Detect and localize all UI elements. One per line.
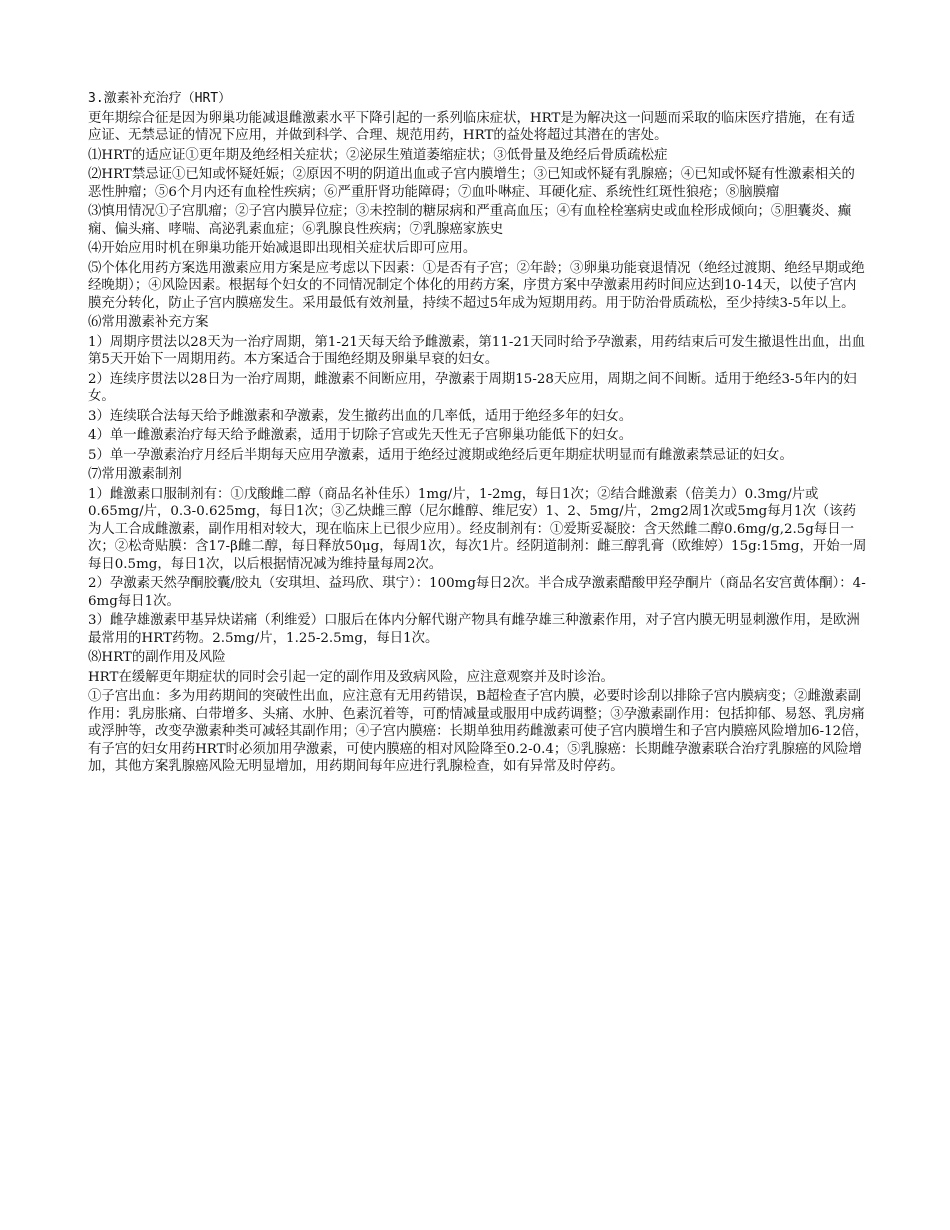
regimen-item: 3）连续联合法每天给予雌激素和孕激素，发生撤药出血的几率低，适用于绝经多年的妇女。	[88, 408, 633, 424]
preparation-item: 1）雌激素口服制剂有：①戊酸雌二醇（商品名补佳乐）1mg/片，1-2mg，每日1次；②结合雌激素（倍美力）0.3mg/片或0.65mg/片，0.3-0.625mg，每日1次；③乙炔雌三醇（尼尔雌醇、维尼安）1、2、5mg/片，2mg2周1次或5mg每月1次（该药为人工合成雌激素，副作用相对较大，现在临床上已很少应用）。经皮制剂有：①爱斯妥凝胶：含天然雌二醇0.6mg/g,2.5g每日一次；②松奇贴膜：含17-β雌二醇，每日释放50μg，每周1次，每次1片。经阴道制剂：雌三醇乳膏（欧维婷）15g:15mg，开始一周每日0.5mg，每日1次，以后根据情况减为维持量每周2次。	[88, 486, 867, 572]
intro-paragraph: 更年期综合征是因为卵巢功能减退雌激素水平下降引起的一系列临床症状，HRT是为解决这一问题而采取的临床医疗措施，在有适应证、无禁忌证的情况下应用，并做到科学、合理、规范用药，HRT的益处将超过其潜在的害处。	[88, 110, 855, 143]
preparation-item: 3）雌孕雄激素甲基异炔诺痛（利维爱）口服后在体内分解代谢产物具有雌孕雄三种激素作用，对子宫内膜无明显刺激作用，是欧洲最常用的HRT药物。2.5mg/片，1.25-2.5mg，每日1次。	[88, 613, 860, 646]
contraindications-paragraph: ⑵HRT禁忌证①已知或怀疑妊娠；②原因不明的阴道出血或子宫内膜增生；③已知或怀疑有乳腺癌；④已知或怀疑有性激素相关的恶性肿瘤；⑤6个月内还有血栓性疾病；⑥严重肝肾功能障碍；⑦血卟啉症、耳硬化症、系统性红斑性狼疮；⑧脑膜瘤	[88, 167, 855, 200]
regimen-item: 5）单一孕激素治疗月经后半期每天应用孕激素，适用于绝经过渡期或绝经后更年期症状明显而有雌激素禁忌证的妇女。	[88, 447, 793, 463]
side-effects-intro: HRT在缓解更年期症状的同时会引起一定的副作用及致病风险，应注意观察并及时诊治。	[88, 669, 614, 685]
side-effects-heading: ⑻HRT的副作用及风险	[88, 650, 226, 665]
preparation-item: 2）孕激素天然孕酮胶囊/胶丸（安琪坦、益玛欣、琪宁）：100mg每日2次。半合成孕激素醋酸甲羟孕酮片（商品名安宫黄体酮）：4-6mg每日1次。	[88, 576, 866, 609]
timing-paragraph: ⑷开始应用时机在卵巢功能开始减退即出现相关症状后即可应用。	[88, 241, 477, 256]
side-effects-details: ①子宫出血：多为用药期间的突破性出血，应注意有无用药错误，B超检查子宫内膜，必要时诊刮以排除子宫内膜病变；②雌激素副作用：乳房胀痛、白带增多、头痛、水肿、色素沉着等，可酌情减量或服用中成药调整；③孕激素副作用：包括抑郁、易怒、乳房痛或浮肿等，改变孕激素种类可减轻其副作用；④子宫内膜癌：长期单独用药雌激素可使子宫内膜增生和子宫内膜癌风险增加6-12倍，有子宫的妇女用药HRT时必须加用孕激素，可使内膜癌的相对风险降至0.2-0.4；⑤乳腺癌：长期雌孕激素联合治疗乳腺癌的风险增加，其他方案乳腺癌风险无明显增加，用药期间每年应进行乳腺检查，如有异常及时停药。	[88, 689, 868, 774]
section-title: 3.激素补充治疗（HRT）	[88, 91, 232, 106]
regimens-heading: ⑹常用激素补充方案	[88, 315, 209, 330]
cautions-paragraph: ⑶慎用情况①子宫肌瘤；②子宫内膜异位症；③未控制的糖尿病和严重高血压；④有血栓栓塞病史或血栓形成倾向；⑤胆囊炎、癫痫、偏头痛、哮喘、高泌乳素血症；⑥乳腺良性疾病；⑦乳腺癌家族史	[88, 204, 852, 237]
regimen-item: 1）周期序贯法以28天为一治疗周期，第1-21天每天给予雌激素，第11-21天同时给予孕激素，用药结束后可发生撤退性出血，出血第5天开始下一周期用药。本方案适合于围绝经期及卵巢早衰的妇女。	[88, 334, 866, 367]
regimen-item: 4）单一雌激素治疗每天给予雌激素，适用于切除子宫或先天性无子宫卵巢功能低下的妇女。	[88, 428, 633, 443]
regimen-item: 2）连续序贯法以28日为一治疗周期，雌激素不间断应用，孕激素于周期15-28天应用，周期之间不间断。适用于绝经3-5年内的妇女。	[88, 371, 857, 404]
document-page	[88, 90, 868, 778]
indications-paragraph: ⑴HRT的适应证①更年期及绝经相关症状；②泌尿生殖道萎缩症状；③低骨量及绝经后骨质疏松症	[88, 147, 668, 163]
preparations-heading: ⑺常用激素制剂	[88, 467, 182, 482]
individualized-regimen-paragraph: ⑸个体化用药方案选用激素应用方案是应考虑以下因素：①是否有子宫；②年龄；③卵巢功能衰退情况（绝经过渡期、绝经早期或绝经晚期）；④风险因素。根据每个妇女的不同情况制定个体化的用药方案，序贯方案中孕激素用药时间应达到10-14天，以使子宫内膜充分转化，防止子宫内膜癌发生。采用最低有效剂量，持续不超过5年成为短期用药。用于防治骨质疏松，至少持续3-5年以上。	[88, 260, 865, 311]
